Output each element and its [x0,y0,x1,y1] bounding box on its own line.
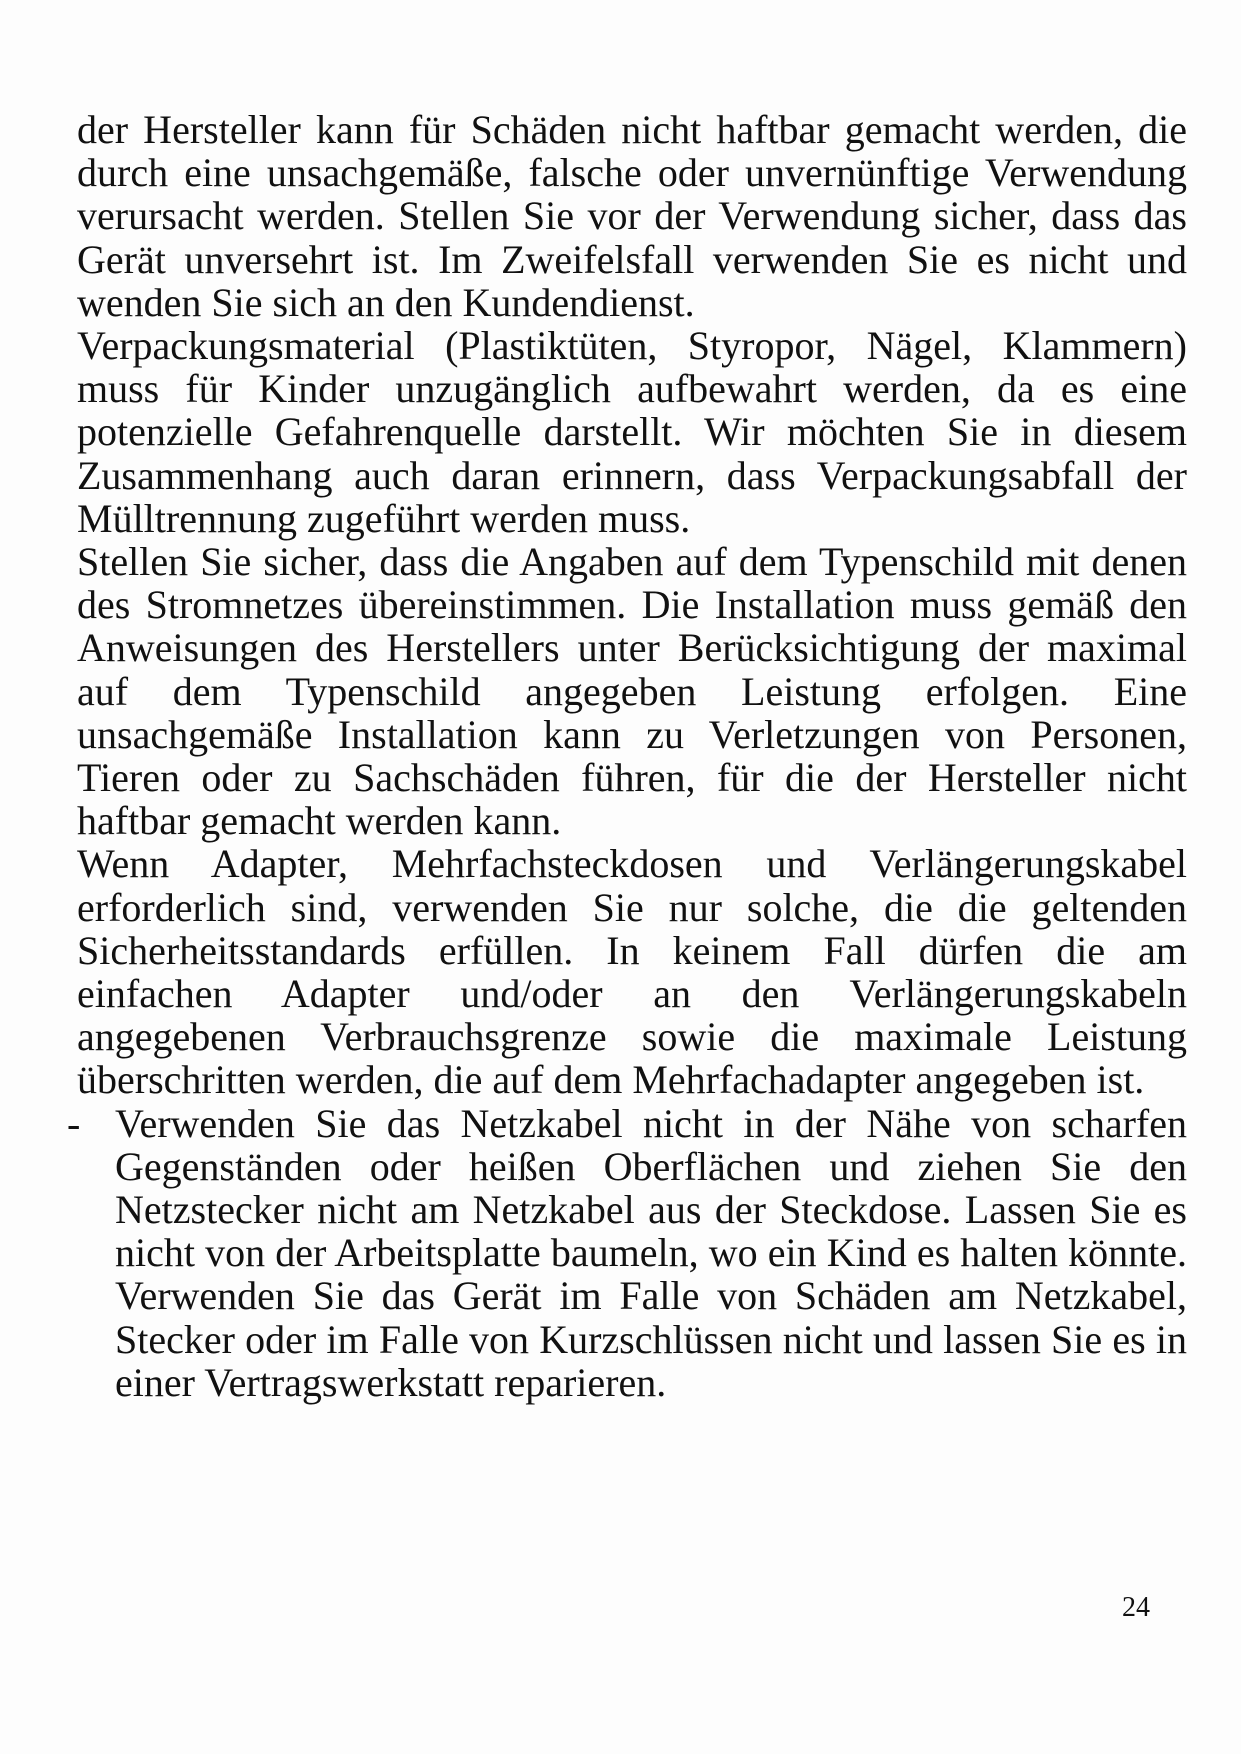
paragraph-packaging: Verpackungsmaterial (Plastiktüten, Styropor, Nägel, Klammern) muss für Kinder unzugänglich aufbewahrt werden, da es eine potenzielle Gefahrenquelle darstellt. Wir möchten Sie in diesem Zusammenhang auch daran erinnern, dass Verpackungsabfall der Mülltrennung zugeführt werden muss. [77,323,1187,541]
bullet-text: Verwenden Sie das Netzkabel nicht in der Nähe von scharfen Gegenständen oder heißen Oberflächen und ziehen Sie den Netzstecker nicht am Netzkabel aus der Steckdose. Lassen Sie es nicht von der Arbeitsplatte baumeln, wo ein Kind es halten könnte. Verwenden Sie das Gerät im Falle von Schäden am Netzkabel, Stecker oder im Falle von Kurzschlüssen nicht und lassen Sie es in einer Vertragswerkstatt reparieren. [115,1100,1187,1405]
body-text [67,107,1187,1405]
paragraph-adapters: Wenn Adapter, Mehrfachsteckdosen und Verlängerungskabel erforderlich sind, verwenden Sie nur solche, die die geltenden Sicherheitsstandards erfüllen. In keinem Fall dürfen die am einfachen Adapter und/oder an den Verlängerungskabeln angegebenen Verbrauchsgrenze sowie die maximale Leistung überschritten werden, die auf dem Mehrfachadapter angegeben ist. [77,841,1187,1103]
page-number: 24 [1122,1592,1150,1623]
bullet-power-cord [67,1100,1187,1405]
paragraph-liability: der Hersteller kann für Schäden nicht haftbar gemacht werden, die durch eine unsachgemäße, falsche oder unvernünftige Verwendung verursacht werden. Stellen Sie vor der Verwendung sicher, dass das Gerät unversehrt ist. Im Zweifelsfall verwenden Sie es nicht und wenden Sie sich an den Kundendienst. [77,107,1187,325]
bullet-marker: - [67,1100,81,1146]
paragraph-rating-plate: Stellen Sie sicher, dass die Angaben auf dem Typenschild mit denen des Stromnetzes übereinstimmen. Die Installation muss gemäß den Anweisungen des Herstellers unter Berücksichtigung der maximal auf dem Typenschild angegeben Leistung erfolgen. Eine unsachgemäße Installation kann zu Verletzungen von Personen, Tieren oder zu Sachschäden führen, für die der Hersteller nicht haftbar gemacht werden kann. [77,539,1187,844]
